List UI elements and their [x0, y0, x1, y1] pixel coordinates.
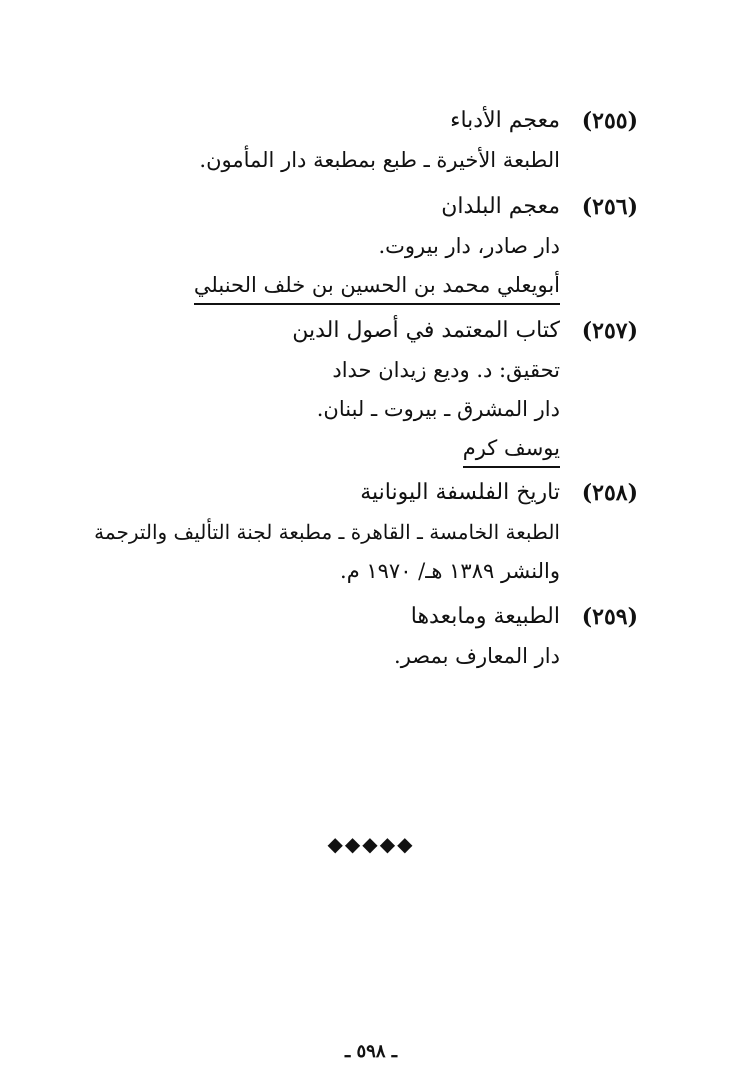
entry-title: معجم البلدان [441, 194, 560, 219]
page-number: ـ ٥٩٨ ـ [344, 1041, 398, 1062]
entry-detail: دار صادر، دار بيروت. [378, 234, 560, 258]
author-heading: أبويعلي محمد بن الحسين بن خلف الحنبلي [194, 268, 560, 305]
entry-number: (٢٥٦) [581, 194, 638, 220]
entry-title: الطبيعة ومابعدها [410, 604, 560, 629]
entry-detail: دار المشرق ـ بيروت ـ لبنان. [316, 397, 560, 421]
entry-title: تاريخ الفلسفة اليونانية [360, 480, 560, 505]
entry-number: (٢٥٩) [581, 604, 638, 630]
entry-detail: الطبعة الخامسة ـ القاهرة ـ مطبعة لجنة التأليف والترجمة [94, 520, 560, 544]
entry-title: معجم الأدباء [450, 108, 560, 133]
entry-title: كتاب المعتمد في أصول الدين [292, 318, 560, 343]
entry-detail: الطبعة الأخيرة ـ طبع بمطبعة دار المأمون. [199, 148, 560, 172]
entry-number: (٢٥٥) [581, 108, 638, 134]
author-heading: يوسف كرم [463, 431, 560, 468]
entry-number: (٢٥٨) [581, 480, 638, 506]
section-ornament: ◆◆◆◆◆ [327, 832, 415, 856]
entry-number: (٢٥٧) [581, 318, 638, 344]
entry-detail: والنشر ١٣٨٩ هـ/ ١٩٧٠ م. [340, 559, 560, 583]
entry-detail: دار المعارف بمصر. [394, 644, 560, 668]
entry-detail: تحقيق: د. وديع زيدان حداد [332, 358, 560, 382]
